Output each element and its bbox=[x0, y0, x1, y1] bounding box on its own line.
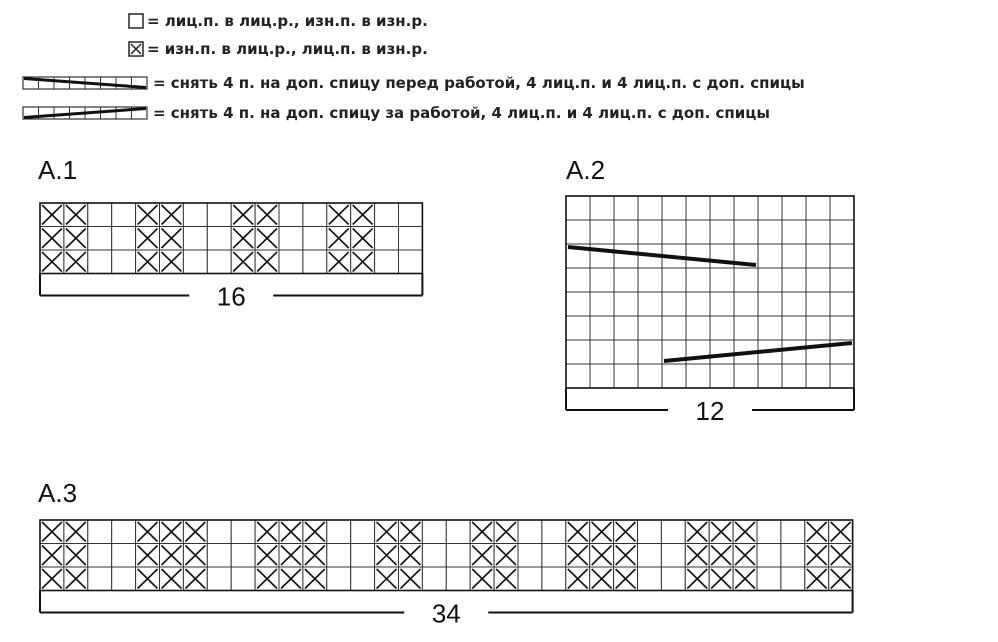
chart-cell bbox=[830, 316, 854, 340]
chart-cell bbox=[782, 340, 806, 364]
chart-cell bbox=[781, 544, 805, 568]
chart-cell bbox=[207, 250, 231, 274]
chart-cell bbox=[303, 250, 327, 274]
chart-cell bbox=[782, 220, 806, 244]
chart-cell bbox=[566, 268, 590, 292]
chart-cell bbox=[422, 567, 446, 591]
chart-cell bbox=[231, 544, 255, 568]
chart-cell bbox=[590, 340, 614, 364]
chart-cell bbox=[710, 268, 734, 292]
chart-cell bbox=[542, 520, 566, 544]
chart-cell bbox=[183, 203, 207, 227]
chart-cell bbox=[566, 292, 590, 316]
chart-cell bbox=[710, 316, 734, 340]
chart-cell bbox=[112, 567, 136, 591]
chart-cell bbox=[112, 544, 136, 568]
chart-cell bbox=[399, 250, 423, 274]
chart-cell bbox=[566, 196, 590, 220]
chart-cell bbox=[806, 364, 830, 388]
chart-cell bbox=[518, 520, 542, 544]
chart-cell bbox=[112, 227, 136, 251]
chart-cell bbox=[422, 544, 446, 568]
chart-cell bbox=[806, 292, 830, 316]
chart-cell bbox=[566, 220, 590, 244]
chart-cell bbox=[686, 268, 710, 292]
legend-text: = снять 4 п. на доп. спицу перед работой, 4 лиц.п. и 4 лиц.п. с доп. спицы bbox=[153, 74, 805, 92]
chart-cell bbox=[710, 340, 734, 364]
chart-cell bbox=[686, 244, 710, 268]
chart-cell bbox=[351, 520, 375, 544]
chart-cell bbox=[758, 364, 782, 388]
chart-cell bbox=[207, 567, 231, 591]
chart-cell bbox=[566, 340, 590, 364]
chart-cell bbox=[112, 250, 136, 274]
chart-cell bbox=[327, 567, 351, 591]
chart-cell bbox=[758, 196, 782, 220]
chart-cell bbox=[614, 220, 638, 244]
chart-cell bbox=[734, 196, 758, 220]
chart-cell bbox=[375, 227, 399, 251]
chart-cell bbox=[590, 292, 614, 316]
chart-cell bbox=[327, 544, 351, 568]
chart-cell bbox=[638, 316, 662, 340]
chart-cell bbox=[88, 520, 112, 544]
chart-title-a3: A.3 bbox=[38, 478, 78, 508]
chart-cell bbox=[614, 340, 638, 364]
chart-cell bbox=[542, 567, 566, 591]
chart-cell bbox=[399, 227, 423, 251]
chart-a1 bbox=[40, 203, 422, 312]
chart-cell bbox=[806, 244, 830, 268]
chart-cell bbox=[782, 292, 806, 316]
chart-title-a2: A.2 bbox=[566, 155, 606, 185]
chart-cell bbox=[830, 364, 854, 388]
chart-cell bbox=[806, 196, 830, 220]
chart-cell bbox=[662, 364, 686, 388]
chart-cell bbox=[590, 316, 614, 340]
chart-cell bbox=[758, 316, 782, 340]
legend-text: = изн.п. в лиц.р., лиц.п. в изн.р. bbox=[147, 40, 428, 58]
chart-title-a1: A.1 bbox=[38, 155, 78, 185]
chart-a2 bbox=[566, 196, 854, 426]
chart-cell bbox=[207, 203, 231, 227]
chart-cell bbox=[662, 196, 686, 220]
chart-cell bbox=[782, 364, 806, 388]
chart-cell bbox=[207, 544, 231, 568]
chart-cell bbox=[518, 567, 542, 591]
chart-cell bbox=[614, 316, 638, 340]
chart-cell bbox=[614, 196, 638, 220]
chart-cell bbox=[446, 520, 470, 544]
chart-cell bbox=[399, 203, 423, 227]
chart-cell bbox=[661, 520, 685, 544]
chart-cell bbox=[566, 316, 590, 340]
chart-cell bbox=[781, 567, 805, 591]
chart-cell bbox=[638, 544, 662, 568]
chart-cell bbox=[782, 244, 806, 268]
chart-cell bbox=[638, 567, 662, 591]
chart-cell bbox=[375, 203, 399, 227]
chart-cell bbox=[734, 268, 758, 292]
chart-cell bbox=[279, 203, 303, 227]
chart-cell bbox=[638, 520, 662, 544]
chart-cell bbox=[758, 220, 782, 244]
chart-cell bbox=[686, 220, 710, 244]
chart-cell bbox=[661, 544, 685, 568]
chart-cell bbox=[710, 292, 734, 316]
chart-cell bbox=[757, 520, 781, 544]
chart-cell bbox=[279, 227, 303, 251]
chart-cell bbox=[303, 203, 327, 227]
chart-cell bbox=[662, 316, 686, 340]
chart-cell bbox=[662, 292, 686, 316]
chart-cell bbox=[375, 250, 399, 274]
chart-cell bbox=[88, 250, 112, 274]
chart-cell bbox=[422, 520, 446, 544]
chart-cell bbox=[782, 268, 806, 292]
chart-cell bbox=[638, 340, 662, 364]
chart-a3 bbox=[40, 520, 853, 629]
chart-cell bbox=[781, 520, 805, 544]
chart-cell bbox=[638, 196, 662, 220]
chart-cell bbox=[88, 544, 112, 568]
chart-cell bbox=[734, 292, 758, 316]
chart-cell bbox=[830, 220, 854, 244]
chart-cell bbox=[662, 268, 686, 292]
chart-cell bbox=[88, 567, 112, 591]
chart-cell bbox=[183, 250, 207, 274]
chart-cell bbox=[661, 567, 685, 591]
chart-cell bbox=[757, 567, 781, 591]
chart-cell bbox=[638, 364, 662, 388]
chart-cell bbox=[183, 227, 207, 251]
stitch-count-label: 34 bbox=[431, 598, 461, 629]
chart-cell bbox=[112, 520, 136, 544]
chart-cell bbox=[88, 203, 112, 227]
chart-cell bbox=[710, 220, 734, 244]
chart-cell bbox=[710, 196, 734, 220]
chart-cell bbox=[806, 268, 830, 292]
chart-cell bbox=[662, 220, 686, 244]
chart-cell bbox=[231, 520, 255, 544]
stitch-count-label: 16 bbox=[216, 281, 246, 312]
chart-cell bbox=[710, 364, 734, 388]
chart-cell bbox=[686, 196, 710, 220]
chart-cell bbox=[758, 244, 782, 268]
chart-cell bbox=[734, 364, 758, 388]
chart-cell bbox=[614, 268, 638, 292]
chart-cell bbox=[207, 520, 231, 544]
chart-cell bbox=[279, 250, 303, 274]
legend-text: = лиц.п. в лиц.р., изн.п. в изн.р. bbox=[147, 12, 428, 30]
chart-cell bbox=[830, 244, 854, 268]
chart-cell bbox=[566, 364, 590, 388]
chart-cell bbox=[614, 364, 638, 388]
chart-cell bbox=[446, 544, 470, 568]
chart-cell bbox=[686, 364, 710, 388]
chart-cell bbox=[351, 567, 375, 591]
chart-cell bbox=[638, 220, 662, 244]
chart-cell bbox=[734, 316, 758, 340]
chart-cell bbox=[207, 227, 231, 251]
chart-cell bbox=[757, 544, 781, 568]
chart-cell bbox=[351, 544, 375, 568]
chart-cell bbox=[542, 544, 566, 568]
chart-cell bbox=[638, 292, 662, 316]
chart-cell bbox=[614, 244, 638, 268]
chart-cell bbox=[590, 220, 614, 244]
chart-cell bbox=[112, 203, 136, 227]
chart-cell bbox=[614, 292, 638, 316]
chart-cell bbox=[782, 316, 806, 340]
chart-cell bbox=[446, 567, 470, 591]
stitch-count-label: 12 bbox=[695, 396, 725, 426]
chart-cell bbox=[830, 292, 854, 316]
chart-cell bbox=[806, 220, 830, 244]
legend-text: = снять 4 п. на доп. спицу за работой, 4 лиц.п. и 4 лиц.п. с доп. спицы bbox=[153, 104, 770, 122]
chart-cell bbox=[734, 220, 758, 244]
chart-cell bbox=[830, 196, 854, 220]
chart-cell bbox=[590, 268, 614, 292]
chart-cell bbox=[88, 227, 112, 251]
chart-cell bbox=[686, 292, 710, 316]
chart-cell bbox=[590, 196, 614, 220]
chart-cell bbox=[782, 196, 806, 220]
chart-cell bbox=[327, 520, 351, 544]
chart-cell bbox=[590, 364, 614, 388]
chart-cell bbox=[686, 316, 710, 340]
chart-cell bbox=[758, 268, 782, 292]
chart-cell bbox=[830, 268, 854, 292]
chart-cell bbox=[518, 544, 542, 568]
chart-cell bbox=[758, 292, 782, 316]
chart-cell bbox=[231, 567, 255, 591]
chart-cell bbox=[806, 316, 830, 340]
chart-cell bbox=[303, 227, 327, 251]
chart-cell bbox=[638, 268, 662, 292]
